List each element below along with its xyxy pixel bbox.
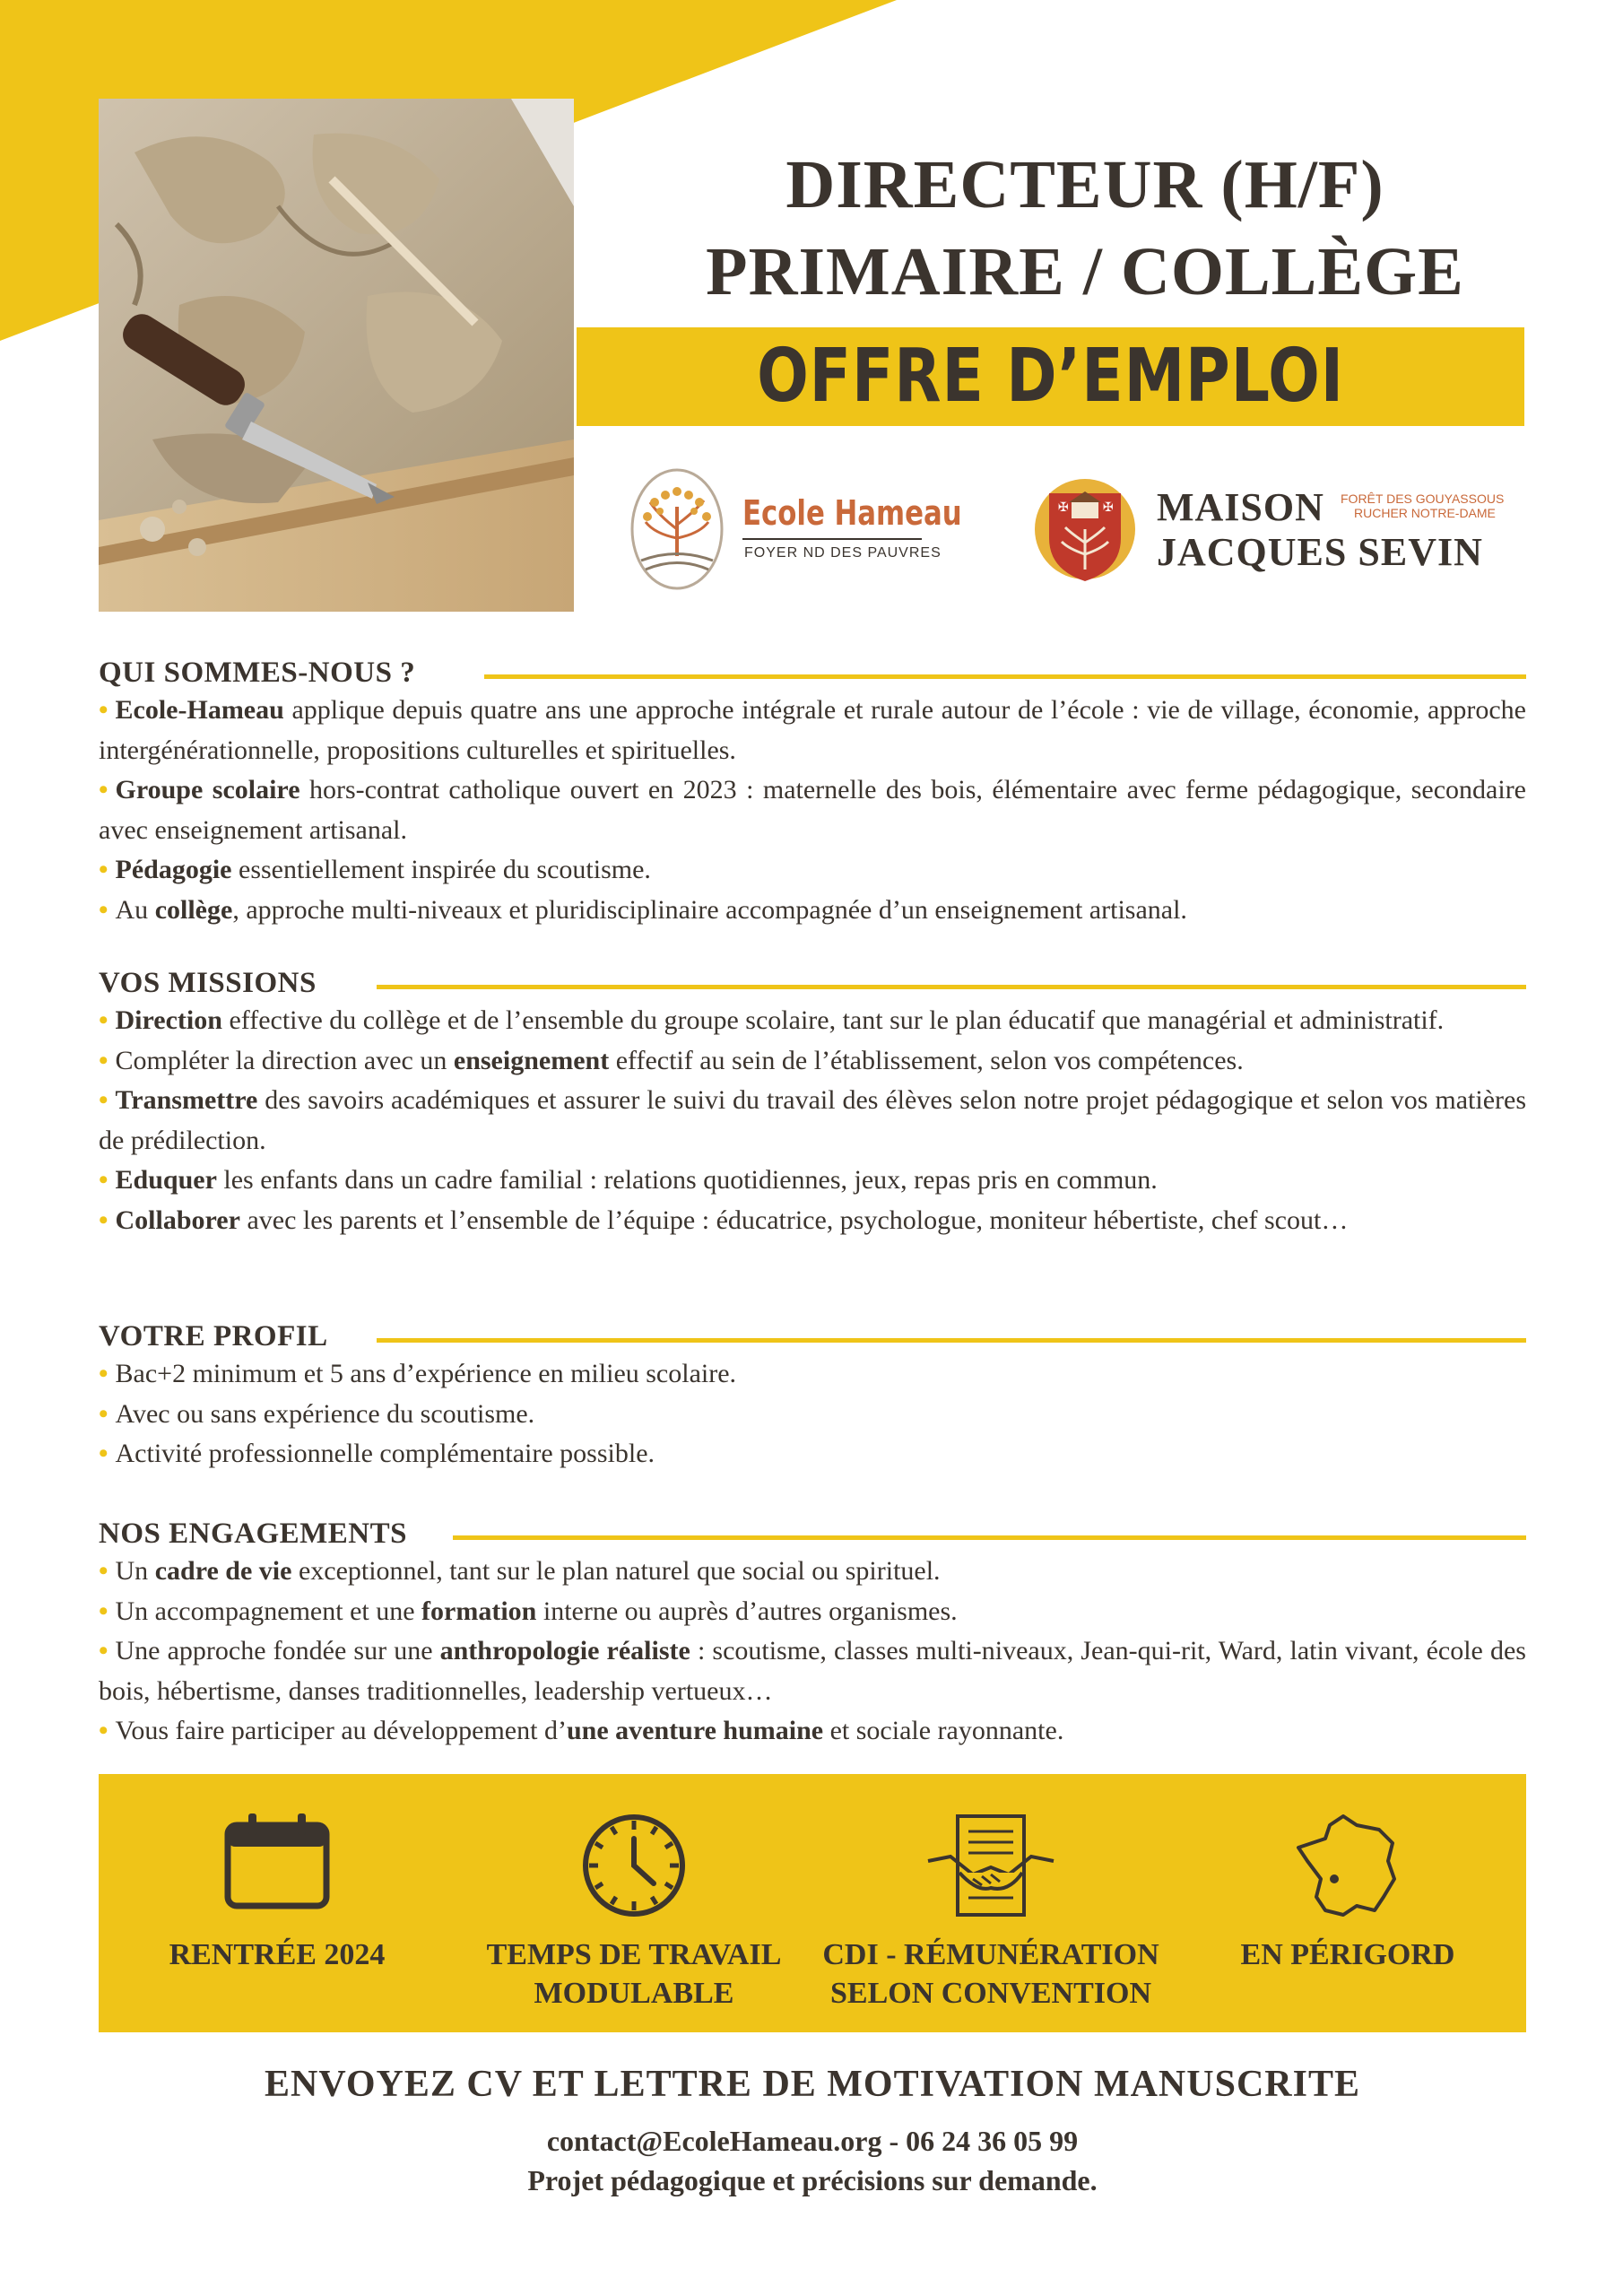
item-keyword: Ecole-Hameau <box>115 695 284 725</box>
list-item <box>99 1201 1526 1241</box>
job-level: PRIMAIRE / COLLÈGE <box>706 234 1464 309</box>
section-missions <box>99 965 1526 1240</box>
bullet-icon: • <box>99 1205 108 1235</box>
section-profile <box>99 1318 1526 1474</box>
item-text: Une approche fondée sur une <box>115 1636 440 1665</box>
bullet-icon: • <box>99 855 108 884</box>
item-keyword: Pédagogie <box>115 855 232 884</box>
list-item <box>99 691 1526 770</box>
bullet-icon: • <box>99 1165 108 1195</box>
item-keyword: Collaborer <box>115 1205 240 1235</box>
section-title: VOS MISSIONS <box>99 967 334 999</box>
bullet-icon: • <box>99 894 108 925</box>
list-item <box>99 1434 1526 1474</box>
section-about <box>99 655 1526 930</box>
bullet-icon: • <box>99 1398 108 1429</box>
list-item <box>99 1552 1526 1592</box>
clock-icon <box>580 1812 688 1919</box>
section-rule <box>484 674 1526 679</box>
maison-small2: RUCHER NOTRE-DAME <box>1354 506 1496 520</box>
maison-jacques-sevin-logo <box>1031 475 1533 592</box>
ecole-hameau-name: Ecole Hameau <box>742 493 962 533</box>
info-box <box>99 1774 1526 2032</box>
svg-text:✠: ✠ <box>1103 500 1114 515</box>
item-text: Vous faire participer au développement d’ <box>115 1716 567 1745</box>
item-text: Avec ou sans expérience du scoutisme. <box>115 1398 535 1429</box>
item-text: effectif au sein de l’établissement, selon vos compétences. <box>609 1045 1244 1075</box>
item-text: exceptionnel, tant sur le plan naturel que social ou spirituel. <box>291 1556 941 1586</box>
item-keyword: Eduquer <box>115 1165 217 1195</box>
logo-divider <box>742 538 922 540</box>
bullet-icon: • <box>99 1716 108 1745</box>
item-text: les enfants dans un cadre familial : relations quotidiennes, jeux, repas pris en commun. <box>216 1165 1158 1195</box>
item-keyword: Transmettre <box>115 1085 258 1115</box>
list-item <box>99 770 1526 850</box>
job-offer-label: OFFRE D’EMPLOI <box>757 334 1344 419</box>
item-text: Un accompagnement et une <box>115 1596 422 1626</box>
item-text: interne ou auprès d’autres organismes. <box>536 1596 958 1626</box>
item-text: : scoutisme, classes multi-niveaux, Jean-qui-rit, Ward, latin vivant, école des bois, hébertisme, danses traditionnelles, leadership vertueux… <box>99 1636 1526 1706</box>
item-text: et sociale rayonnante. <box>823 1716 1064 1745</box>
info-start-date <box>99 1774 456 2032</box>
bullet-icon: • <box>99 1359 108 1388</box>
item-text: , approche multi-niveaux et pluridisciplinaire accompagnée d’un enseignement artisanal. <box>232 894 1187 925</box>
item-text: Un <box>115 1556 155 1586</box>
section-title: QUI SOMMES-NOUS ? <box>99 657 433 689</box>
info-location <box>1169 1774 1526 2032</box>
maison-small1: FORÊT DES GOUYASSOUS <box>1341 491 1505 506</box>
maison-line2: JACQUES SEVIN <box>1157 530 1483 574</box>
maison-line1: MAISON <box>1157 485 1324 529</box>
svg-text:✠: ✠ <box>1058 500 1069 515</box>
info-label: CDI - RÉMUNÉRATION SELON CONVENTION <box>822 1938 1159 2010</box>
tree-logo-icon <box>628 466 726 592</box>
list-item <box>99 1592 1526 1632</box>
section-title: VOTRE PROFIL <box>99 1320 346 1352</box>
handshake-contract-icon <box>924 1812 1058 1919</box>
item-keyword: anthropologie réaliste <box>439 1636 690 1665</box>
bullet-icon: • <box>99 1596 108 1626</box>
item-text: Au <box>115 894 155 925</box>
list-item <box>99 1395 1526 1435</box>
info-label: RENTRÉE 2024 <box>169 1938 386 1971</box>
bullet-icon: • <box>99 1005 108 1035</box>
ecole-hameau-logo <box>628 466 962 592</box>
info-label: TEMPS DE TRAVAIL MODULABLE <box>486 1938 782 2010</box>
item-text: avec les parents et l’ensemble de l’équipe : éducatrice, psychologue, moniteur hébertiste, chef scout… <box>239 1205 1349 1235</box>
list-item <box>99 1041 1526 1082</box>
item-keyword: cadre de vie <box>154 1556 292 1586</box>
item-keyword: une aventure humaine <box>566 1716 824 1745</box>
calendar-icon <box>223 1812 331 1910</box>
info-contract <box>812 1774 1169 2032</box>
list-item <box>99 1631 1526 1711</box>
list-item <box>99 1354 1526 1395</box>
section-rule <box>377 1338 1526 1343</box>
section-commitments <box>99 1516 1526 1752</box>
item-text: hors-contrat catholique ouvert en 2023 : maternelle des bois, élémentaire avec ferme pédagogique, secondaire avec enseignement artisanal. <box>99 775 1526 845</box>
france-map-icon <box>1294 1812 1402 1919</box>
list-item <box>99 1081 1526 1161</box>
wood-carving-photo <box>99 99 574 612</box>
bullet-icon: • <box>99 1636 108 1665</box>
item-text: Activité professionnelle complémentaire possible. <box>115 1439 655 1468</box>
item-text: effective du collège et de l’ensemble du groupe scolaire, tant sur le plan éducatif que managérial et administratif. <box>221 1005 1445 1035</box>
bullet-icon: • <box>99 1556 108 1586</box>
item-text: Compléter la direction avec un <box>115 1045 454 1075</box>
bullet-icon: • <box>99 1085 108 1115</box>
list-item <box>99 1711 1526 1752</box>
item-text: des savoirs académiques et assurer le suivi du travail des élèves selon notre projet pédagogique et selon vos matières de prédilection. <box>99 1085 1526 1155</box>
item-keyword: collège <box>154 894 233 925</box>
ecole-hameau-subtitle: FOYER ND DES PAUVRES <box>744 545 942 561</box>
application-call: ENVOYEZ CV ET LETTRE DE MOTIVATION MANUSCRITE <box>265 2064 1360 2105</box>
info-label: EN PÉRIGORD <box>1240 1938 1455 1971</box>
list-item <box>99 1161 1526 1201</box>
section-rule <box>377 985 1526 989</box>
crest-icon <box>1031 475 1139 587</box>
item-keyword: formation <box>421 1596 537 1626</box>
section-title: NOS ENGAGEMENTS <box>99 1518 425 1550</box>
item-text: Bac+2 minimum et 5 ans d’expérience en milieu scolaire. <box>115 1359 737 1388</box>
contact-info[interactable]: contact@EcoleHameau.org - 06 24 36 05 99 <box>546 2125 1079 2157</box>
item-text: applique depuis quatre ans une approche intégrale et rurale autour de l’école : vie de village, économie, approche intergénérationnelle, propositions culturelles et spirituelles. <box>99 695 1526 765</box>
list-item <box>99 1001 1526 1041</box>
list-item <box>99 850 1526 891</box>
info-work-time <box>456 1774 812 2032</box>
job-title: DIRECTEUR (H/F) <box>785 147 1384 222</box>
bullet-icon: • <box>99 1045 108 1075</box>
bullet-icon: • <box>99 775 108 804</box>
item-keyword: Groupe scolaire <box>115 775 300 804</box>
item-keyword: enseignement <box>453 1045 610 1075</box>
item-text: essentiellement inspirée du scoutisme. <box>231 855 651 884</box>
bullet-icon: • <box>99 1439 108 1468</box>
list-item <box>99 891 1526 931</box>
item-keyword: Direction <box>115 1005 222 1035</box>
bullet-icon: • <box>99 695 108 725</box>
extra-info: Projet pédagogique et précisions sur demande. <box>527 2164 1098 2196</box>
section-rule <box>453 1535 1526 1540</box>
